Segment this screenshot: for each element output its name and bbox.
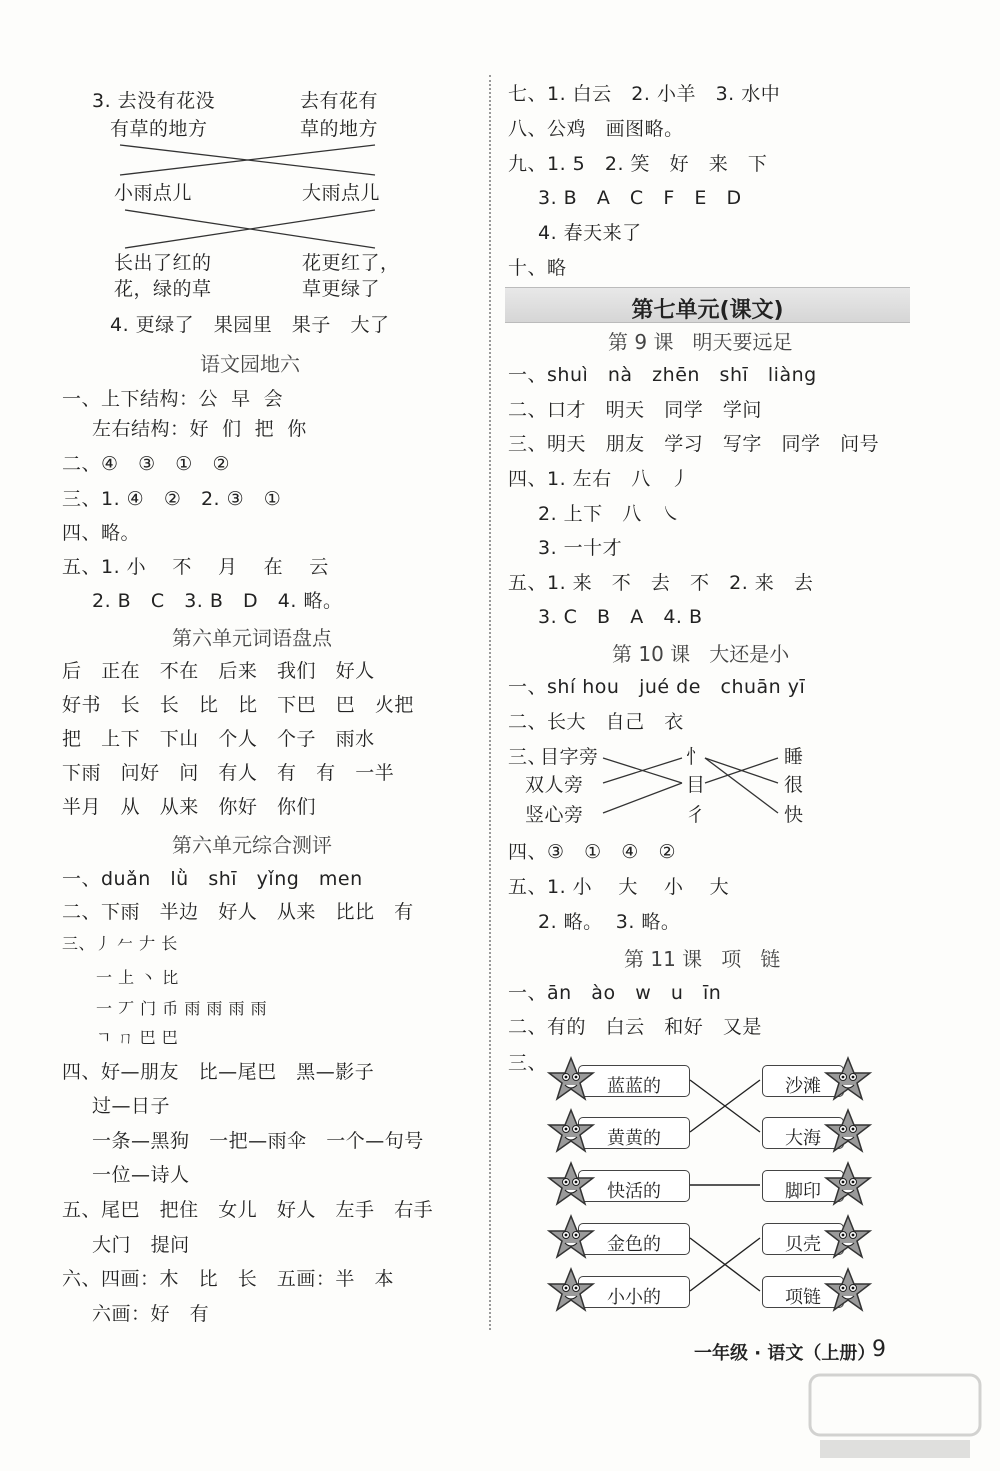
starfish-icon <box>826 1163 870 1204</box>
answer-line: 三、丿 𠂉 𠂇 长 <box>62 934 178 953</box>
match-left-item: 竖心旁 <box>525 804 584 826</box>
match-item: 去有花有 <box>300 90 379 112</box>
match-item: 花，绿的草 <box>114 278 212 300</box>
answer-line: 半月 从 从来 你好 你们 <box>62 796 316 818</box>
match-mid-item: 目 <box>686 774 706 796</box>
match-prefix: 三、 <box>508 746 548 768</box>
page-number: 9 <box>872 1337 886 1362</box>
answer-line: 一、上下结构：公 早 会 <box>62 388 284 410</box>
match-mid-item: 彳 <box>686 804 706 826</box>
match-box-right: 大海 <box>762 1117 844 1149</box>
answer-line: 七、1. 白云 2. 小羊 3. 水中 <box>508 83 781 105</box>
starfish-icon <box>549 1216 593 1257</box>
watermark-logo <box>800 1365 990 1465</box>
answer-line: 三、1. ④ ② 2. ③ ① <box>62 488 282 510</box>
starfish-icon <box>826 1269 870 1310</box>
match-box-left: 小小的 <box>578 1276 690 1308</box>
answer-line: 四、③ ① ④ ② <box>508 841 676 863</box>
answer-line: 三、明天 朋友 学习 写字 同学 问号 <box>508 433 880 455</box>
match-box-left: 金色的 <box>578 1223 690 1255</box>
match-box-left: 黄黄的 <box>578 1117 690 1149</box>
match-box-right: 沙滩 <box>762 1065 844 1097</box>
answer-line: 二、④ ③ ① ② <box>62 453 230 475</box>
answer-line: 一位—诗人 <box>92 1164 190 1186</box>
answer-line: 五、1. 小 不 月 在 云 <box>62 556 329 578</box>
section-title: 第六单元综合测评 <box>172 833 332 857</box>
answer-line: 九、1. 5 2. 笑 好 来 下 <box>508 153 768 175</box>
answer-line: 一、shí hou jué de chuān yī <box>508 676 806 698</box>
lesson-title: 第 10 课 大还是小 <box>612 642 790 666</box>
answer-line: 六画：好 有 <box>92 1303 210 1325</box>
answer-line: 二、长大 自己 衣 <box>508 711 684 733</box>
match-right-item: 很 <box>784 774 804 796</box>
answer-line: 3. C B A 4. B <box>538 606 703 628</box>
match-box-right: 脚印 <box>762 1170 844 1202</box>
answer-line: 后 正在 不在 后来 我们 好人 <box>62 660 375 682</box>
answer-line: 五、1. 来 不 去 不 2. 来 去 <box>508 572 814 594</box>
starfish-icon <box>549 1269 593 1310</box>
answer-line: 大门 提问 <box>92 1234 190 1256</box>
footer-book-title: 一年级 · 语文（上册） <box>694 1343 876 1364</box>
answer-line: 好书 长 长 比 比 下巴 巴 火把 <box>62 694 414 716</box>
answer-line: 八、公鸡 画图略。 <box>508 118 684 140</box>
match-box-right: 项链 <box>762 1276 844 1308</box>
match-item: 花更红了， <box>302 252 400 274</box>
answer-line: 一条—黑狗 一把—雨伞 一个—句号 <box>92 1130 424 1152</box>
answer-line: 十、略 <box>508 257 567 279</box>
section-title: 第六单元词语盘点 <box>172 626 332 650</box>
match-mid-item: 忄 <box>686 746 706 768</box>
starfish-icon <box>549 1110 593 1151</box>
answer-line: 四、1. 左右 八 丿 <box>508 468 690 490</box>
answer-line: 二、有的 白云 和好 又是 <box>508 1016 762 1038</box>
match-item: 草更绿了 <box>302 278 381 300</box>
answer-line: 二、口才 明天 同学 学问 <box>508 399 762 421</box>
starfish-icon <box>826 1216 870 1257</box>
answer-line: 2. B C 3. B D 4. 略。 <box>92 590 343 612</box>
match-right-item: 快 <box>784 804 804 826</box>
answer-line: 左右结构：好 们 把 你 <box>92 418 307 440</box>
answer-line: 一、duǎn lǜ shī yǐng men <box>62 868 363 890</box>
answer-line: 六、四画：木 比 长 五画：半 本 <box>62 1268 394 1290</box>
unit-title: 第七单元(课文) <box>631 298 784 323</box>
match-item: 有草的地方 <box>110 118 208 140</box>
lesson-title: 第 11 课 项 链 <box>624 947 781 971</box>
answer-line: 2. 略。 3. 略。 <box>538 911 681 933</box>
answer-line: 一、ān ào w u īn <box>508 982 722 1004</box>
match-item: 草的地方 <box>300 118 379 140</box>
answer-line: 一、shuì nà zhēn shī liàng <box>508 364 817 386</box>
answer-line: 4. 春天来了 <box>538 222 642 244</box>
starfish-icon <box>549 1058 593 1099</box>
lesson-title: 第 9 课 明天要远足 <box>608 330 793 354</box>
answer-line: 二、下雨 半边 好人 从来 比比 有 <box>62 901 414 923</box>
section-title: 语文园地六 <box>200 352 300 376</box>
match-item: 长出了红的 <box>114 252 212 274</box>
answer-line: 五、尾巴 把住 女儿 好人 左手 右手 <box>62 1199 434 1221</box>
answer-line: 过—日子 <box>92 1095 171 1117</box>
match-prefix: 三、 <box>508 1052 548 1074</box>
answer-line: 一 丆 门 币 雨 雨 雨 雨 <box>96 999 268 1018</box>
match-box-left: 快活的 <box>578 1170 690 1202</box>
match-box-left: 蓝蓝的 <box>578 1065 690 1097</box>
match-left-item: 双人旁 <box>525 774 584 796</box>
answer-line: 把 上下 下山 个人 个子 雨水 <box>62 728 375 750</box>
answer-line: 四、好—朋友 比—尾巴 黑—影子 <box>62 1061 375 1083</box>
match-right-item: 睡 <box>784 746 804 768</box>
match-item: 3. 去没有花没 <box>92 90 216 112</box>
match-box-right: 贝壳 <box>762 1223 844 1255</box>
answer-line: 3. 一十才 <box>538 537 623 559</box>
starfish-icon <box>826 1058 870 1099</box>
starfish-icon <box>826 1110 870 1151</box>
answer-line: ㄱ ㄇ 巴 巴 <box>96 1028 179 1047</box>
answer-line: 3. B A C F E D <box>538 187 742 209</box>
answer-line: 五、1. 小 大 小 大 <box>508 876 730 898</box>
answer-line: 2. 上下 八 ㇏ <box>538 503 681 525</box>
answer-line: 一 上 丶 比 <box>96 968 179 987</box>
answer-line: 下雨 问好 问 有人 有 有 一半 <box>62 762 395 784</box>
answer-line: 4. 更绿了 果园里 果子 大了 <box>110 314 390 336</box>
match-item: 小雨点儿 <box>114 182 193 204</box>
starfish-icon <box>549 1163 593 1204</box>
match-item: 大雨点儿 <box>302 182 381 204</box>
match-left-item: 目字旁 <box>540 746 599 768</box>
answer-line: 四、略。 <box>62 522 141 544</box>
